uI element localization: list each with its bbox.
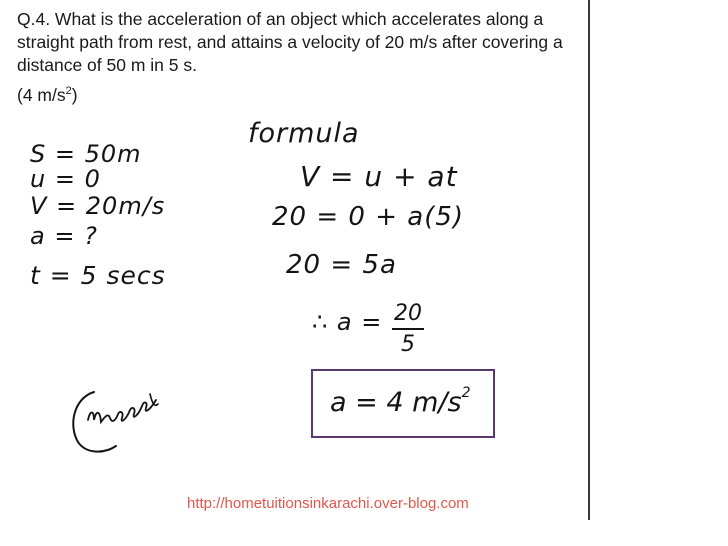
solve-step: ∴ a = <box>312 308 383 336</box>
question-line-3: distance of 50 m in 5 s. <box>17 55 197 75</box>
solve-fraction <box>388 302 428 358</box>
answer-hint-close: ) <box>71 85 78 105</box>
given-final-velocity: V = 20m/s <box>30 192 166 220</box>
question-line-2: straight path from rest, and attains a velocity of 20 m/s after covering a <box>17 32 563 52</box>
given-acceleration: a = ? <box>30 222 98 250</box>
simplify-step: 20 = 5a <box>286 250 397 280</box>
answer-hint-exponent: 2 <box>65 85 72 97</box>
fraction-numerator: 20 <box>394 301 422 326</box>
substitution-step: 20 = 0 + a(5) <box>272 202 465 232</box>
final-answer <box>330 385 470 418</box>
question-line-1: Q.4. What is the acceleration of an object which accelerates along a <box>17 9 544 29</box>
given-time: t = 5 secs <box>30 261 166 290</box>
given-initial-velocity: u = 0 <box>30 165 101 193</box>
given-distance: S = 50m <box>30 140 142 168</box>
signature <box>64 380 174 460</box>
answer-hint-base: (4 m/s <box>17 85 66 105</box>
final-answer-base: a = 4 m/s <box>330 387 462 418</box>
formula-equation: V = u + at <box>300 160 458 193</box>
formula-heading: formula <box>248 118 360 149</box>
answer-hint <box>17 85 78 106</box>
page-edge-line <box>588 0 590 520</box>
fraction-denominator: 5 <box>401 332 415 357</box>
final-answer-exponent: 2 <box>461 385 471 401</box>
fraction-bar <box>392 328 424 330</box>
source-url: http://hometuitionsinkarachi.over-blog.com <box>187 495 469 512</box>
question-text <box>17 8 587 77</box>
